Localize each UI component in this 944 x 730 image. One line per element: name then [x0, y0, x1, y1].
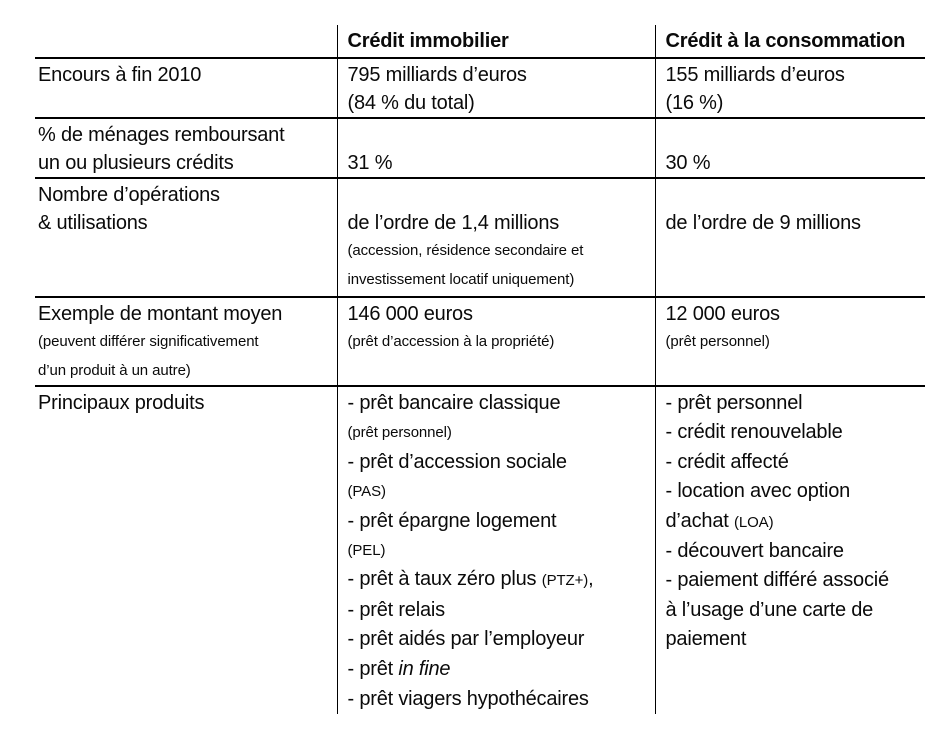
credit-comparison-table	[35, 25, 925, 714]
product-item: - prêt viagers hypothécaires	[347, 688, 589, 711]
produits-immo-cell	[337, 386, 655, 714]
product-item: - location avec option	[665, 480, 851, 503]
product-item: - prêt épargne logement	[347, 509, 557, 532]
product-text: - prêt à taux zéro plus	[347, 568, 542, 591]
value-line: de l’ordre de 9 millions	[665, 212, 861, 234]
product-text: d’achat	[665, 509, 734, 532]
header-credit-consommation: Crédit à la consommation	[655, 25, 925, 58]
product-item: paiement	[665, 628, 747, 651]
row-label-line: un ou plusieurs crédits	[38, 152, 234, 174]
montant-conso-cell	[655, 297, 925, 386]
row-label-line: Exemple de montant moyen	[38, 303, 283, 325]
product-item	[666, 507, 922, 537]
row-label-line: % de ménages remboursant	[38, 124, 285, 146]
value-note-line: (prêt d’accession à la propriété)	[347, 333, 555, 350]
row-encours	[35, 58, 925, 118]
label-encours	[35, 58, 337, 118]
produits-conso-cell	[655, 386, 925, 714]
product-text: - prêt	[347, 657, 399, 680]
product-item: - prêt bancaire classique	[347, 392, 561, 414]
value-note-line: (prêt personnel)	[665, 333, 770, 350]
value-line: 12 000 euros	[665, 303, 780, 325]
row-menages	[35, 118, 925, 178]
value-line: 31 %	[347, 152, 393, 174]
product-item	[348, 655, 651, 685]
row-label-line: Principaux produits	[38, 392, 205, 414]
menages-immo-cell	[337, 118, 655, 178]
encours-immo-cell	[337, 58, 655, 118]
encours-conso-cell	[655, 58, 925, 118]
product-item: - prêt aidés par l’employeur	[347, 628, 585, 651]
operations-conso-cell	[655, 178, 925, 297]
operations-immo-cell	[337, 178, 655, 297]
label-operations	[35, 178, 337, 297]
value-line: (84 % du total)	[347, 92, 475, 114]
label-produits	[35, 386, 337, 714]
row-label-line: & utilisations	[38, 212, 148, 234]
value-line: 795 milliards d’euros	[347, 64, 527, 86]
row-produits	[35, 386, 925, 714]
product-text: ,	[588, 568, 594, 591]
row-label-note-line: d’un produit à un autre)	[38, 361, 191, 379]
menages-conso-cell	[655, 118, 925, 178]
product-item: - prêt personnel	[665, 392, 803, 414]
product-item: - crédit affecté	[665, 450, 789, 473]
row-label-line: Nombre d’opérations	[38, 184, 220, 206]
product-note: (PEL)	[347, 542, 386, 560]
value-line: de l’ordre de 1,4 millions	[347, 212, 560, 234]
value-line: 30 %	[665, 152, 711, 174]
product-item: - prêt relais	[347, 598, 445, 621]
label-menages	[35, 118, 337, 178]
header-empty-cell	[35, 25, 337, 58]
product-item: - prêt d’accession sociale	[347, 450, 567, 473]
product-item: - paiement différé associé	[665, 569, 889, 592]
header-credit-immobilier: Crédit immobilier	[337, 25, 655, 58]
row-label-note-line: (peuvent différer significativement	[38, 333, 259, 350]
montant-immo-cell	[337, 297, 655, 386]
product-item: - découvert bancaire	[665, 540, 844, 563]
product-abbrev: (LOA)	[733, 513, 774, 531]
product-note: (PAS)	[347, 483, 386, 501]
product-abbrev: (PTZ+)	[541, 572, 589, 590]
label-montant	[35, 297, 337, 386]
value-line: 155 milliards d’euros	[665, 64, 845, 86]
row-montant	[35, 297, 925, 386]
product-item: - crédit renouvelable	[665, 421, 843, 444]
row-label-line: Encours à fin 2010	[38, 64, 202, 86]
product-note: (prêt personnel)	[347, 424, 452, 442]
value-note-line: (accession, résidence secondaire et	[347, 242, 584, 259]
value-line: (16 %)	[665, 92, 724, 114]
value-note-line: investissement locatif uniquement)	[347, 270, 575, 288]
product-item	[348, 565, 651, 595]
row-operations	[35, 178, 925, 297]
product-item: à l’usage d’une carte de	[665, 598, 874, 621]
header-row	[35, 25, 925, 58]
product-text-italic: in fine	[398, 657, 451, 680]
value-line: 146 000 euros	[347, 303, 473, 325]
